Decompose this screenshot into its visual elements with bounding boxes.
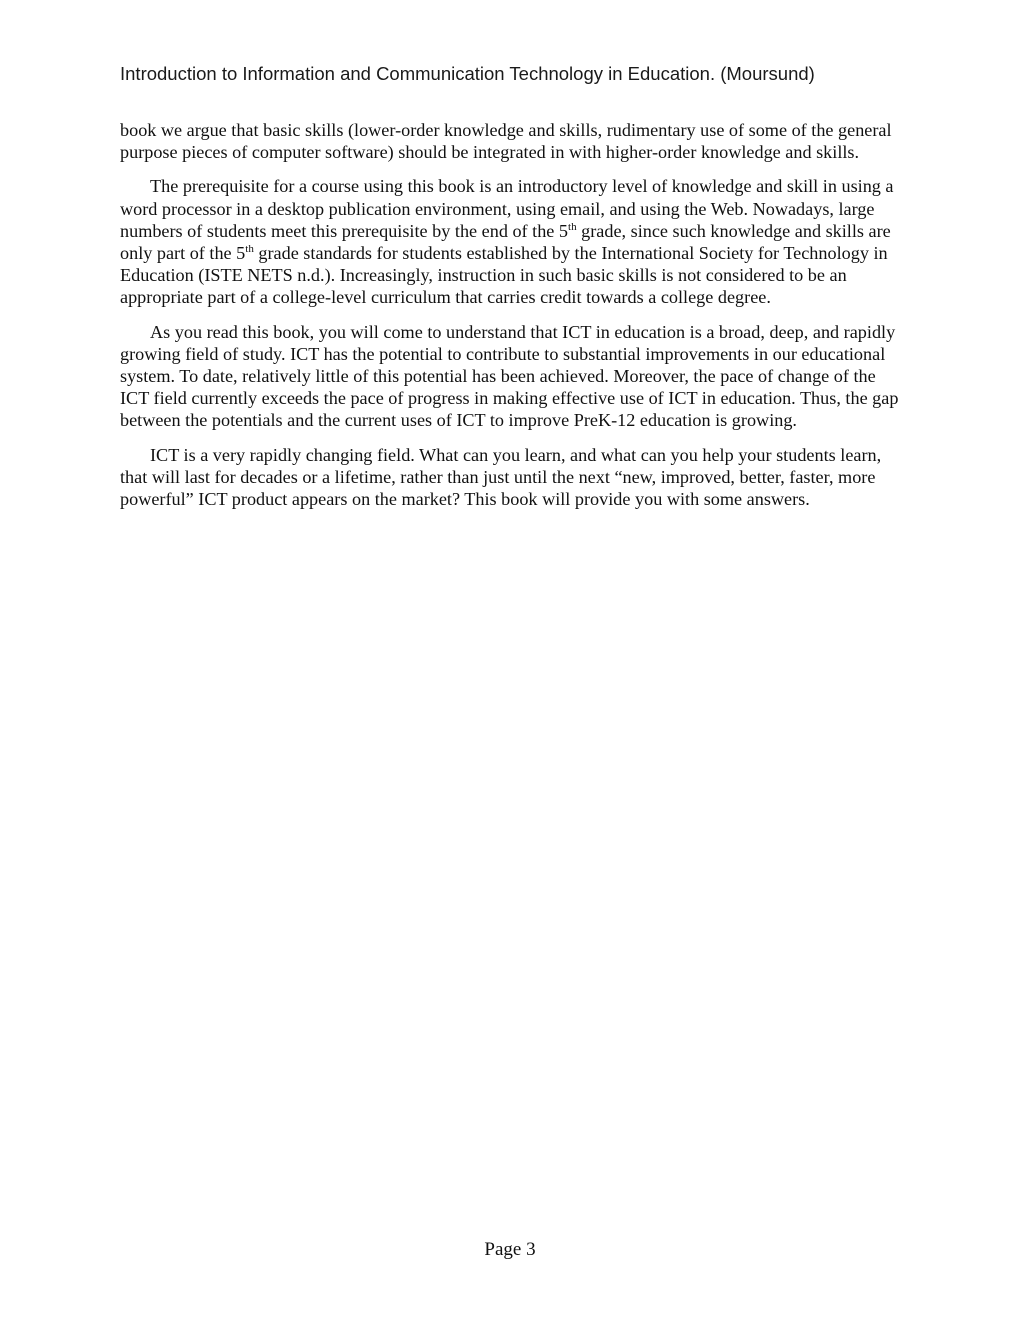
- running-header: Introduction to Information and Communication Technology in Education. (Moursund): [120, 63, 815, 84]
- paragraph-prerequisite-part-1: The prerequisite for a course using this book is an introductory level of knowledge and skill in using a word processor in a desktop publication environment, using email, and using the Web. Nowadays, large numbers of students meet this prerequisite by the end of the 5: [120, 176, 894, 241]
- page-number: Page 3: [484, 1239, 536, 1260]
- superscript-th-2: th: [245, 243, 254, 256]
- paragraph-prerequisite-part-3: grade standards for students established by the International Society for Technology in Education (ISTE NETS n.d.). Increasingly, instruction in such basic skills is not considered to be an appropriate part of a college-level curriculum that carries credit towards a college degree.: [120, 243, 888, 308]
- paragraph-ict-changing: ICT is a very rapidly changing field. What can you learn, and what can you help your students learn, that will last for decades or a lifetime, rather than just until the next “new, improved, better, faster, more powerful” ICT product appears on the market? This book will provide you with some answers.: [120, 444, 882, 510]
- paragraph-continuation: book we argue that basic skills (lower-order knowledge and skills, rudimentary use of some of the general purpose pieces of computer software) should be integrated in with higher-order knowledge and skills.: [120, 120, 892, 163]
- paragraph-prerequisite-part-2: grade, since such knowledge and skills are only part of the 5: [120, 220, 891, 264]
- superscript-th-1: th: [568, 220, 577, 233]
- body-text: [120, 119, 900, 522]
- paragraph-ict-field: As you read this book, you will come to understand that ICT in education is a broad, deep, and rapidly growing field of study. ICT has the potential to contribute to substantial improvements in our educational system. To date, relatively little of this potential has been achieved. Moreover, the pace of change of the ICT field currently exceeds the pace of progress in making effective use of ICT in education. Thus, the gap between the potentials and the current uses of ICT to improve PreK-12 education is growing.: [120, 321, 899, 431]
- paragraph-prerequisite: [120, 175, 900, 308]
